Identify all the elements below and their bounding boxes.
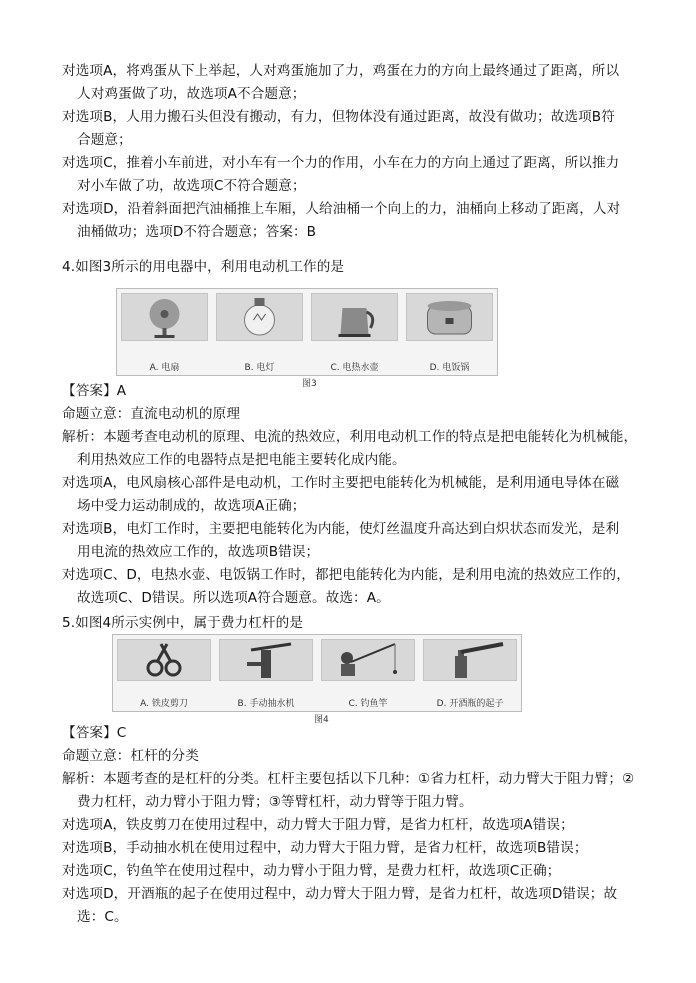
- fan-image: [121, 293, 208, 341]
- q5-line: 费力杠杆，动力臂小于阻力臂；③等臂杠杆，动力臂等于阻力臂。: [77, 794, 473, 810]
- q4-line: 利用热效应工作的电器特点是把电能主要转化成内能。: [77, 452, 406, 468]
- q3-line: 对选项C，推着小车前进，对小车有一个力的作用，小车在力的方向上通过了距离，所以推力: [62, 155, 620, 171]
- figure-4-item-c: [317, 635, 419, 711]
- figure-4-label: 图4: [314, 715, 329, 725]
- figure-3-caption: B. 电灯: [244, 363, 275, 373]
- figure-3: [116, 288, 498, 376]
- scissors-image: [117, 639, 211, 681]
- q3-line: 对小车做了功，故选项C不符合题意；: [77, 178, 306, 194]
- q3-line: 合题意；: [77, 132, 132, 148]
- q4-line: 用电流的热效应工作的，故选项B错误；: [77, 544, 320, 560]
- q4-line: 对选项B，电灯工作时，主要把电能转化为内能，使灯丝温度升高达到白炽状态而发光，是利: [62, 521, 620, 537]
- q4-line: 场中受力运动制成的，故选项A正确；: [77, 498, 306, 514]
- q5-line: 对选项A，铁皮剪刀在使用过程中，动力臂大于阻力臂，是省力杠杆，故选项A错误；: [62, 817, 574, 833]
- figure-4-item-a: [113, 635, 215, 711]
- q4-intent: 命题立意：直流电动机的原理: [62, 406, 241, 422]
- bottle-opener-image: [423, 639, 517, 681]
- q5-line: 解析：本题考查的是杠杆的分类。杠杆主要包括以下几种：①省力杠杆，动力臂大于阻力臂；②: [62, 771, 635, 787]
- q4-question: 4.如图3所示的用电器中，利用电动机工作的是: [62, 259, 345, 275]
- q5-question: 5.如图4所示实例中，属于费力杠杆的是: [62, 615, 304, 631]
- q3-line: 人对鸡蛋做了功，故选项A不合题意；: [77, 86, 306, 102]
- figure-3-caption: D. 电饭锅: [429, 363, 470, 373]
- figure-4: [112, 634, 522, 712]
- figure-4-caption: C. 钓鱼竿: [348, 699, 388, 709]
- q5-line: 对选项C，钓鱼竿在使用过程中，动力臂小于阻力臂，是费力杠杆，故选项C正确；: [62, 863, 561, 879]
- rice-cooker-image: [406, 293, 493, 341]
- figure-3-caption: C. 电热水壶: [330, 363, 379, 373]
- figure-3-item-d: [402, 289, 497, 375]
- q4-line: 故选项C、D错误。所以选项A符合题意。故选：A。: [77, 590, 390, 606]
- q5-line: 对选项D，开酒瓶的起子在使用过程中，动力臂大于阻力臂，是省力杠杆，故选项D错误；故: [62, 886, 618, 902]
- q5-answer: 【答案】C: [62, 725, 127, 741]
- q4-line: 对选项C、D，电热水壶、电饭锅工作时，都把电能转化为内能，是利用电流的热效应工作的，: [62, 567, 630, 583]
- q5-line: 对选项B，手动抽水机在使用过程中，动力臂大于阻力臂，是省力杠杆，故选项B错误；: [62, 840, 588, 856]
- q4-line: 对选项A，电风扇核心部件是电动机，工作时主要把电能转化为机械能，是利用通电导体在磁: [62, 475, 620, 491]
- water-pump-image: [219, 639, 313, 681]
- q3-line: 对选项B，人用力搬石头但没有搬动，有力，但物体没有通过距离，故没有做功；故选项B符: [62, 109, 615, 125]
- figure-4-item-d: [419, 635, 521, 711]
- q3-line: 对选项A，将鸡蛋从下上举起，人对鸡蛋施加了力，鸡蛋在力的方向上最终通过了距离，所以: [62, 63, 620, 79]
- figure-3-item-c: [307, 289, 402, 375]
- figure-4-item-b: [215, 635, 317, 711]
- figure-3-item-b: [212, 289, 307, 375]
- q4-answer: 【答案】A: [62, 383, 127, 399]
- bulb-image: [216, 293, 303, 341]
- q3-line: 对选项D，沿着斜面把汽油桶推上车厢，人给油桶一个向上的力，油桶向上移动了距离，人对: [62, 201, 621, 217]
- q5-intent: 命题立意：杠杆的分类: [62, 748, 199, 764]
- q4-line: 解析：本题考查电动机的原理、电流的热效应，利用电动机工作的特点是把电能转化为机械能，: [62, 429, 638, 445]
- figure-3-caption: A. 电扇: [149, 363, 180, 373]
- figure-4-caption: D. 开酒瓶的起子: [436, 699, 504, 709]
- figure-3-item-a: [117, 289, 212, 375]
- q5-line: 选：C。: [77, 909, 128, 925]
- figure-3-label: 图3: [302, 379, 317, 389]
- q3-line: 油桶做功；选项D不符合题意；答案：B: [77, 224, 317, 240]
- kettle-image: [311, 293, 398, 341]
- figure-4-caption: A. 铁皮剪刀: [140, 699, 188, 709]
- figure-4-caption: B. 手动抽水机: [237, 699, 295, 709]
- fishing-rod-image: [321, 639, 415, 681]
